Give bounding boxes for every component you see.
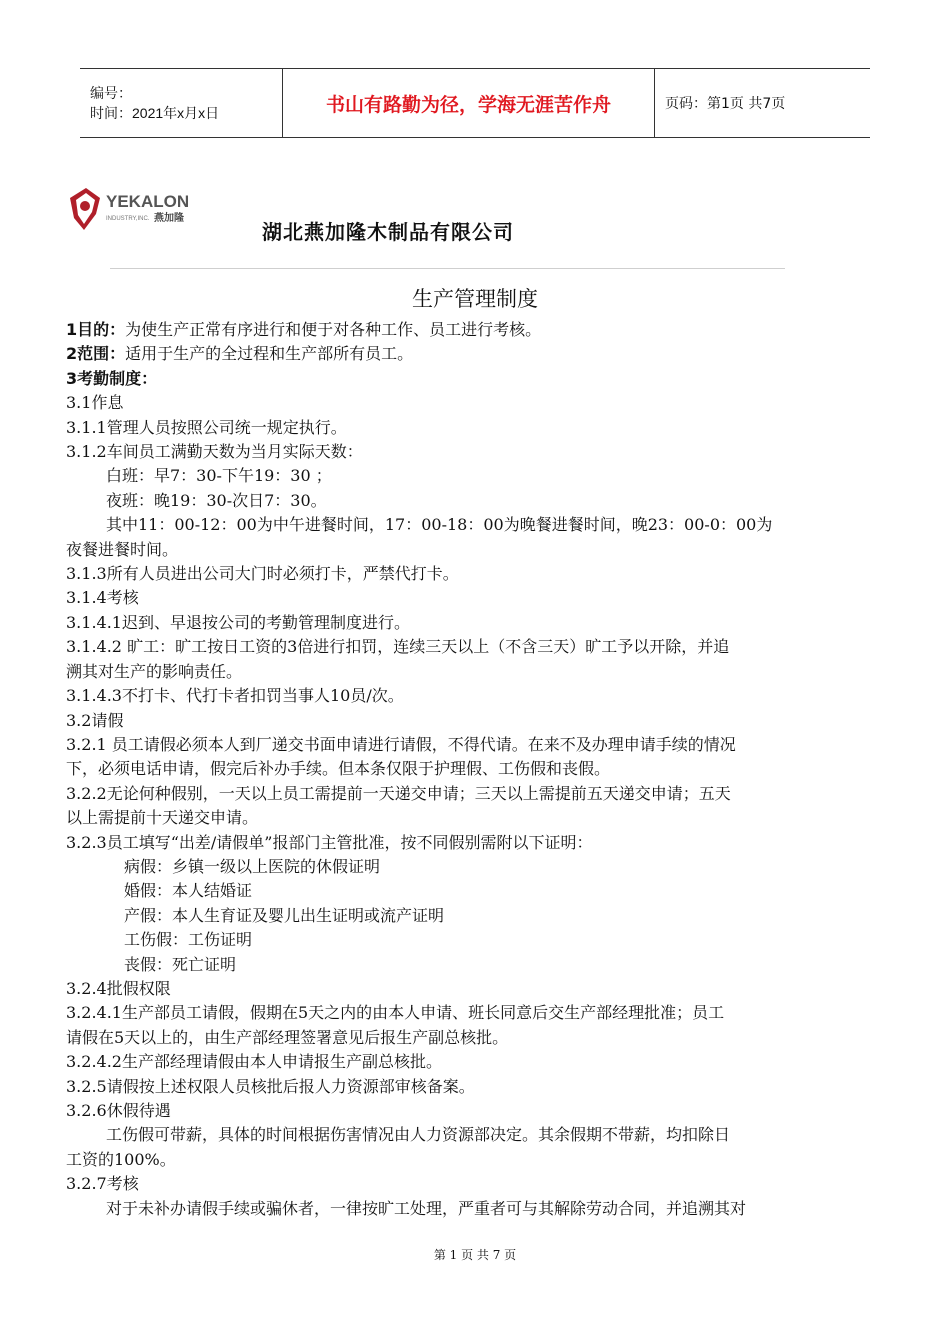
- header-meta: [80, 69, 283, 137]
- text-line: [66, 611, 884, 635]
- line-text: 其中11：00-12：00为中午进餐时间，17：00-18：00为晚餐进餐时间，晚23：00-0：00为: [106, 515, 773, 535]
- line-text: 工伤假可带薪，具体的时间根据伤害情况由人力资源部决定。其余假期不带薪，均扣除日: [106, 1125, 731, 1145]
- text-line: [66, 562, 884, 586]
- line-text: 3.1.1管理人员按照公司统一规定执行。: [66, 417, 347, 437]
- line-text: 病假：乡镇一级以上医院的休假证明: [124, 856, 381, 876]
- line-text: 3.1.4.3不打卡、代打卡者扣罚当事人10员/次。: [66, 686, 404, 706]
- text-line: [66, 1001, 884, 1025]
- line-text: 3.1.4.1迟到、早退按公司的考勤管理制度进行。: [66, 612, 410, 632]
- line-text: 产假：本人生育证及婴儿出生证明或流产证明: [124, 905, 445, 925]
- text-line: [66, 538, 884, 562]
- text-line: [66, 660, 884, 684]
- line-text: 丧假：死亡证明: [124, 954, 237, 974]
- text-line: [66, 416, 884, 440]
- text-line: [66, 1148, 884, 1172]
- line-text: 3.2.4.1生产部员工请假，假期在5天之内的由本人申请、班长同意后交生产部经理批准；员工: [66, 1003, 725, 1023]
- text-line: [66, 342, 884, 366]
- line-text: 3.2.4.2生产部经理请假由本人申请报生产副总核批。: [66, 1052, 442, 1072]
- line-text: 3.2.2无论何种假别，一天以上员工需提前一天递交申请；三天以上需提前五天递交申请；五天: [66, 783, 731, 803]
- section-heading: 3考勤制度：: [66, 368, 158, 388]
- text-line: [66, 855, 884, 879]
- text-line: [66, 635, 884, 659]
- text-line: [66, 709, 884, 733]
- text-line: [66, 1197, 884, 1221]
- logo-cn-text: 燕加隆: [154, 213, 184, 224]
- line-text: 婚假：本人结婚证: [124, 881, 253, 901]
- text-line: [66, 1050, 884, 1074]
- section-heading: 1目的：: [66, 320, 126, 339]
- line-text: 对于未补办请假手续或骗休者，一律按旷工处理，严重者可与其解除劳动合同，并追溯其对: [106, 1198, 747, 1218]
- text-line: [66, 1172, 884, 1196]
- line-text: 下，必须电话申请，假完后补办手续。但本条仅限于护理假、工伤假和丧假。: [66, 759, 611, 779]
- document-date: 时间：2021年x月x日: [90, 105, 220, 121]
- line-text: 工资的100%。: [66, 1149, 176, 1169]
- company-name: 湖北燕加隆木制品有限公司: [262, 220, 514, 244]
- line-text: 适用于生产的全过程和生产部所有员工。: [125, 344, 414, 364]
- text-line: [66, 489, 884, 513]
- header-page-info-cell: [655, 69, 870, 137]
- text-line: [66, 440, 884, 464]
- header-page-info: 页码：第1页 共7页: [665, 96, 786, 112]
- text-line: [66, 782, 884, 806]
- page-footer: 第 1 页 共 7 页: [433, 1248, 517, 1262]
- text-line: [66, 953, 884, 977]
- line-text: 3.1作息: [66, 393, 124, 413]
- text-line: [66, 464, 884, 488]
- text-line: [66, 733, 884, 757]
- text-line: [66, 928, 884, 952]
- line-text: 为使生产正常有序进行和便于对各种工作、员工进行考核。: [125, 320, 542, 339]
- line-text: 3.2.1 员工请假必须本人到厂递交书面申请进行请假，不得代请。在来不及办理申请手续的情况: [66, 734, 736, 754]
- logo-brand-text: YEKALON: [106, 192, 190, 211]
- line-text: 请假在5天以上的，由生产部经理签署意见后报生产副总核批。: [66, 1027, 509, 1047]
- text-line: [66, 1123, 884, 1147]
- text-line: [66, 513, 884, 537]
- document-title: 生产管理制度: [412, 287, 538, 311]
- line-text: 以上需提前十天递交申请。: [66, 808, 259, 828]
- logo-sub-text: INDUSTRY,INC.: [106, 216, 150, 222]
- line-text: 3.2.3员工填写“出差/请假单”报部门主管批准，按不同假别需附以下证明：: [66, 832, 593, 852]
- text-line: [66, 904, 884, 928]
- line-text: 3.2请假: [66, 710, 124, 730]
- text-line: [66, 806, 884, 830]
- header-slogan-cell: [283, 69, 655, 137]
- text-line: [66, 1099, 884, 1123]
- text-line: [66, 586, 884, 610]
- text-line: [66, 684, 884, 708]
- divider: [110, 268, 785, 269]
- text-line: [66, 391, 884, 415]
- line-text: 夜班：晚19：30-次日7：30。: [106, 490, 327, 510]
- header-table: [80, 68, 870, 138]
- section-heading: 2范围：: [66, 344, 126, 364]
- text-line: [66, 1026, 884, 1050]
- line-text: 3.1.4.2 旷工：旷工按日工资的3倍进行扣罚，连续三天以上（不含三天）旷工予以开除，并追: [66, 637, 730, 657]
- line-text: 白班：早7：30-下午19：30 ；: [106, 466, 332, 486]
- text-line: [66, 831, 884, 855]
- text-line: [66, 879, 884, 903]
- document-number-label: 编号：: [90, 85, 132, 101]
- line-text: 3.2.6休假待遇: [66, 1101, 171, 1120]
- line-text: 3.2.7考核: [66, 1174, 139, 1194]
- line-text: 工伤假：工伤证明: [124, 930, 253, 950]
- line-text: 夜餐进餐时间。: [66, 539, 179, 559]
- text-line: [66, 318, 884, 342]
- line-text: 3.1.3所有人员进出公司大门时必须打卡，严禁代打卡。: [66, 564, 459, 584]
- logo-mark-icon: [66, 184, 196, 232]
- line-text: 3.2.4批假权限: [66, 978, 171, 998]
- text-line: [66, 367, 884, 391]
- text-line: [66, 757, 884, 781]
- document-body: [66, 318, 884, 1221]
- company-logo: [66, 184, 196, 232]
- line-text: 3.1.4考核: [66, 588, 139, 608]
- line-text: 溯其对生产的影响责任。: [66, 661, 243, 681]
- text-line: [66, 977, 884, 1001]
- header-slogan: 书山有路勤为径，学海无涯苦作舟: [325, 93, 611, 116]
- line-text: 3.1.2车间员工满勤天数为当月实际天数：: [66, 442, 363, 462]
- text-line: [66, 1075, 884, 1099]
- line-text: 3.2.5请假按上述权限人员核批后报人力资源部审核备案。: [66, 1076, 475, 1096]
